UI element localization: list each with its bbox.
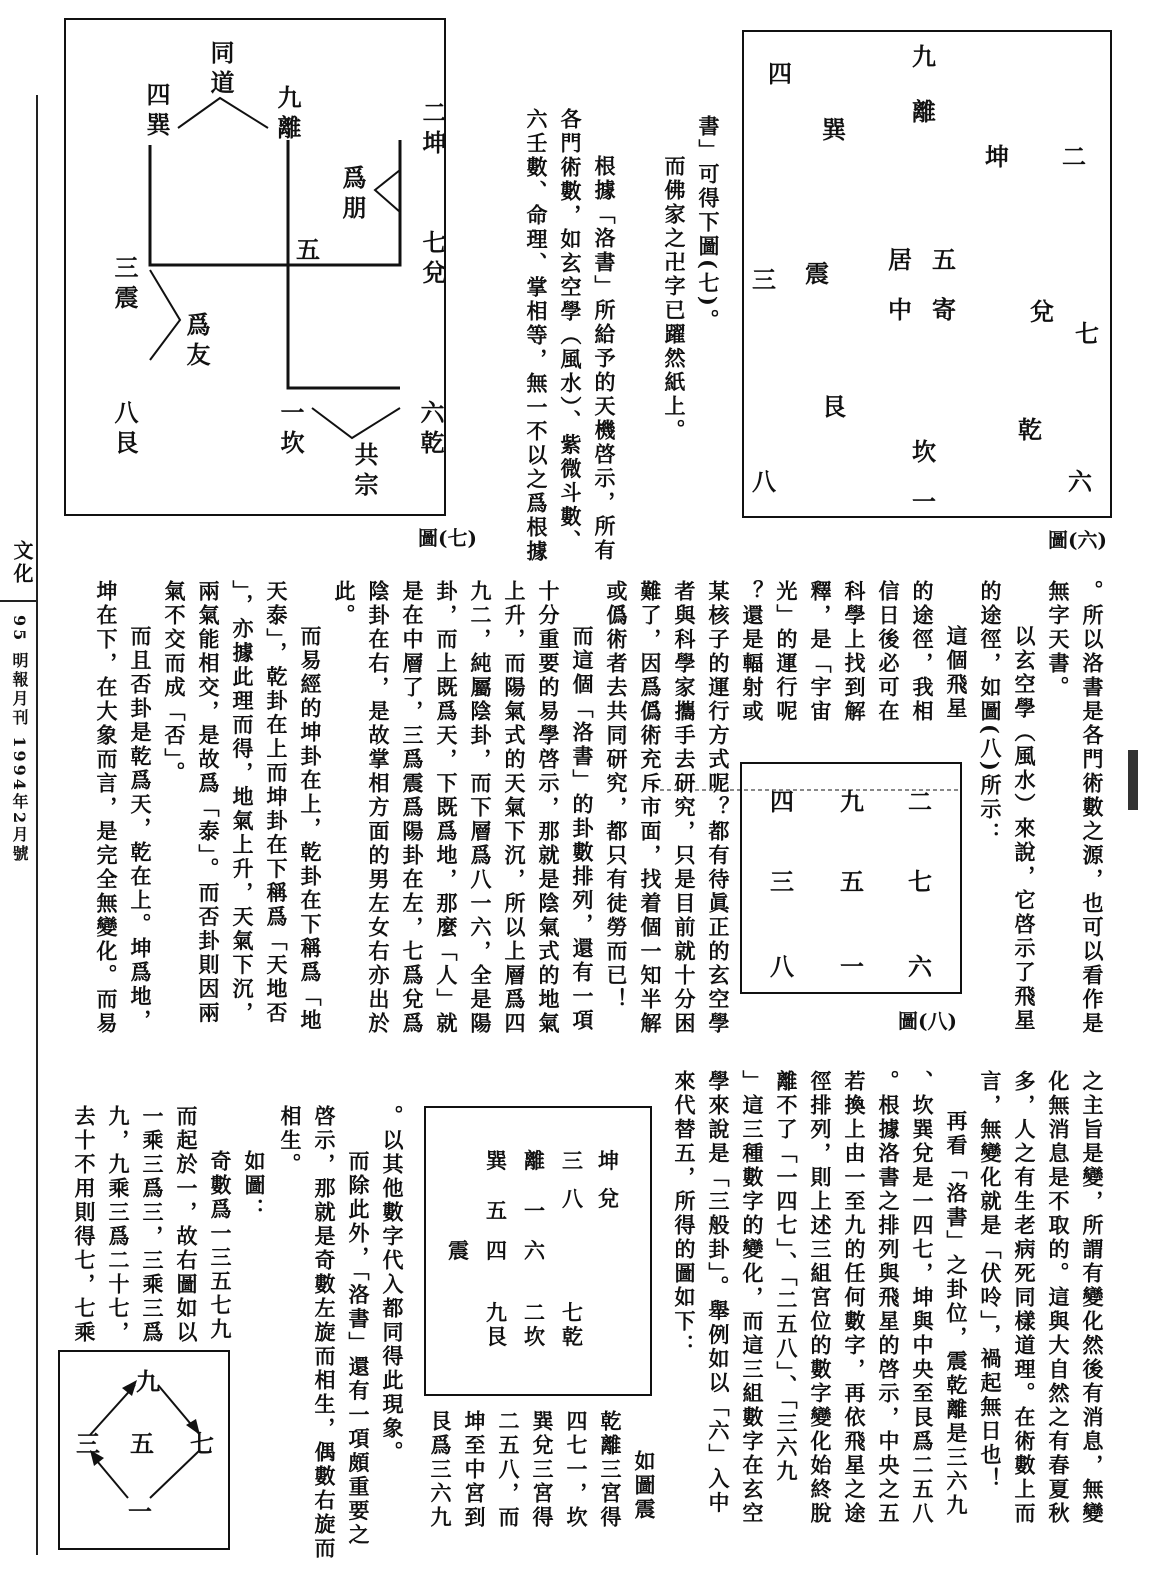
sangua-cell: 艮 <box>486 1324 507 1349</box>
text-col: 天泰」，乾卦在上而坤卦在下稱爲「天地否 <box>264 580 289 1026</box>
text-col: 奇數爲一三五七九 <box>208 1150 233 1342</box>
sangua-cell: 七 <box>562 1300 583 1325</box>
fig8-cell: 一 <box>840 952 864 981</box>
text-col: 、坎巽兌是一四七，坤與中央至艮爲二五八 <box>910 1070 935 1526</box>
cycle-center: 五 <box>130 1429 154 1458</box>
fig6-2: 二 <box>1062 142 1086 171</box>
fig8-cell: 五 <box>840 867 864 896</box>
text-col: 」這三種數字的變化，而這三組數字在玄空 <box>740 1070 765 1526</box>
fig6-3: 三 <box>752 265 776 294</box>
fig7-tongdao: 同道 <box>206 40 235 100</box>
cycle-top: 九 <box>136 1367 160 1396</box>
text-col: 坤至中宮到 <box>462 1410 487 1530</box>
text-col: 之主旨是變，所謂有變化然後有消息，無變 <box>1080 1070 1105 1526</box>
text-col: 坤在下，在大象而言，是完全無變化。而易 <box>94 580 119 1036</box>
text-col: 而除此外，「洛書」還有一項頗重要之 <box>346 1150 371 1548</box>
text-col: 卦，而上既爲天，下既爲地，那麼「人」就 <box>434 580 459 1036</box>
text-col: 這個飛星 <box>944 625 969 721</box>
fig7-kun: 二坤 <box>418 100 447 160</box>
cycle-left: 三 <box>76 1429 100 1458</box>
sangua-cell: 九 <box>486 1300 507 1325</box>
text-col: 此。 <box>332 580 357 628</box>
fig8-cell: 九 <box>840 787 864 816</box>
fig6-li: 離 <box>912 97 936 126</box>
fig7-li: 九離 <box>273 85 302 145</box>
cycle-bottom: 一 <box>128 1497 152 1526</box>
fig6-kan: 坎 <box>912 437 936 466</box>
text-col: 四七一，坎 <box>564 1410 589 1530</box>
text-col: 相生。 <box>278 1105 303 1177</box>
text-col: 再看「洛書」之卦位，震乾離是三六九 <box>944 1110 969 1518</box>
text-col: 如圖震 <box>632 1450 657 1522</box>
text-col: 信日後必可在 <box>876 580 901 724</box>
text-col: 或僞術者去共同研究，都只有徒勞而已！ <box>604 580 629 1012</box>
sangua-cell: 八 <box>562 1186 583 1211</box>
text-col: 二五八，而 <box>496 1410 521 1530</box>
sangua-cell: 坎 <box>524 1324 545 1349</box>
fig6-zhong: 中 <box>888 295 912 324</box>
text-col: 學來說是「三般卦」。舉例如以「六」入中 <box>706 1070 731 1516</box>
text-col: 去十不用則得七，七乘 <box>72 1105 97 1345</box>
text-col: 。根據洛書之排列與飛星的啓示，中央之五 <box>876 1070 901 1526</box>
fig7-kan: 一坎 <box>276 400 305 460</box>
fig6-8: 八 <box>752 467 776 496</box>
text-col: 而且否卦是乾爲天，乾在上。坤爲地， <box>128 625 153 1033</box>
fig6-1: 一 <box>912 487 936 516</box>
sangua-cell: 三 <box>562 1148 583 1173</box>
text-col: 啓示，那就是奇數左旋而相生，偶數右旋而 <box>312 1105 337 1561</box>
fig7-wu: 五 <box>296 235 320 264</box>
fig6-dui: 兌 <box>1030 297 1054 326</box>
text-col: 光」的運行呢 <box>774 580 799 724</box>
fig8-cell: 八 <box>770 952 794 981</box>
text-col: 的途徑，我相 <box>910 580 935 724</box>
fig8-cell: 三 <box>770 867 794 896</box>
text-col: 書」可得下圖(七)。 <box>696 115 721 333</box>
sangua-cell: 坤 <box>598 1148 619 1173</box>
fig6-caption: 圖(六) <box>1048 528 1107 552</box>
fig8-cell: 四 <box>770 787 794 816</box>
fig6-ju: 居 <box>888 245 912 274</box>
text-col: 化無消息是不取的。這與大自然之有春夏秋 <box>1046 1070 1071 1526</box>
fig8-caption: 圖(八) <box>898 1009 957 1033</box>
text-col: 乾離三宮得 <box>598 1410 623 1530</box>
sangua-cell: 震 <box>448 1238 469 1263</box>
fig7-gen: 八艮 <box>110 400 139 460</box>
sangua-cell: 六 <box>524 1238 545 1263</box>
text-col: 某核子的運行方式呢？都有待眞正的玄空學 <box>706 580 731 1036</box>
fig6-6: 六 <box>1068 467 1092 496</box>
text-col: 根據「洛書」所給予的天機啓示，所有 <box>592 155 617 563</box>
fig8-cell: 七 <box>908 867 932 896</box>
fig6-zhen: 震 <box>805 259 829 288</box>
text-col: 十分重要的易學啓示，那就是陰氣式的地氣 <box>536 580 561 1036</box>
section-label: 文化 <box>10 540 34 586</box>
fig6-9: 九 <box>912 42 936 71</box>
text-col: 徑排列，則上述三組宮位的數字變化始終脫 <box>808 1070 833 1526</box>
text-col: 而這個「洛書」的卦數排列，還有一項 <box>570 625 595 1033</box>
fig7-qian: 六乾 <box>416 400 445 460</box>
text-col: 九，九乘三爲二十七， <box>106 1105 131 1345</box>
text-col: 是在中層了，三爲震爲陽卦在左，七爲兌爲 <box>400 580 425 1036</box>
text-col: 而起於一，故右圖如以 <box>174 1105 199 1345</box>
fig7-you: 爲友 <box>182 312 211 372</box>
fig6-xun: 巽 <box>822 115 846 144</box>
text-col: 以玄空學（風水）來說，它啓示了飛星 <box>1012 625 1037 1033</box>
text-col: 巽兌三宮得 <box>530 1410 555 1530</box>
text-col: 如圖： <box>242 1150 267 1222</box>
text-col: 而易經的坤卦在上，乾卦在下稱爲「地 <box>298 625 323 1033</box>
fig7-caption: 圖(七) <box>418 526 477 550</box>
fig8-cell: 二 <box>908 787 932 816</box>
text-col: 的途徑，如圖(八)所示： <box>978 580 1003 846</box>
text-col: 一乘三爲三，三乘三爲 <box>140 1105 165 1345</box>
fig6-5: 五 <box>932 245 956 274</box>
text-col: 難了，因爲僞術充斥市面，找着個一知半解 <box>638 580 663 1036</box>
sangua-cell: 一 <box>524 1198 545 1223</box>
fig7-xun: 四巽 <box>142 82 171 142</box>
text-col: 若換上由一至九的任何數字，再依飛星之途 <box>842 1070 867 1526</box>
text-col: 」，亦據此理而得，地氣上升，天氣下沉， <box>230 580 255 1026</box>
sangua-cell: 乾 <box>562 1324 583 1349</box>
fig7-gongzong: 共宗 <box>350 442 379 502</box>
fig6-ji: 寄 <box>932 295 956 324</box>
text-col: 上升，而陽氣式的天氣下沉，所以上層爲四 <box>502 580 527 1036</box>
text-col: 而佛家之卍字已躍然紙上。 <box>662 155 687 443</box>
text-col: 氣不交而成「否」。 <box>162 580 187 786</box>
sangua-cell: 巽 <box>486 1148 507 1173</box>
text-col: 離不了「一四七」、「二五八」、「三六九 <box>774 1070 799 1484</box>
text-col: 無字天書。 <box>1046 580 1071 700</box>
text-col: 言，無變化就是「伏呤」，禍起無日也！ <box>978 1070 1003 1492</box>
sangua-cell: 離 <box>524 1148 545 1173</box>
sangua-cell: 兌 <box>598 1186 619 1211</box>
text-col: 。以其他數字代入都同得此現象。 <box>380 1105 405 1465</box>
text-col: 各門術數，如玄空學（風水）、紫微斗數、 <box>558 108 583 554</box>
fig6-7: 七 <box>1075 319 1099 348</box>
text-col: 科學上找到解 <box>842 580 867 724</box>
text-col: 。所以洛書是各門術數之源，也可以看作是 <box>1080 580 1105 1036</box>
fig7-peng: 爲朋 <box>338 165 367 225</box>
sangua-cell: 五 <box>486 1198 507 1223</box>
sangua-cell: 二 <box>524 1300 545 1325</box>
text-col: 多，人之有生老病死同樣道理。在術數上而 <box>1012 1070 1037 1526</box>
fig6-4: 四 <box>768 59 792 88</box>
cycle-right: 七 <box>190 1429 214 1458</box>
sangua-cell: 四 <box>486 1238 507 1263</box>
fig7-zhen: 三震 <box>110 255 139 315</box>
text-col: 兩氣能相交，是故爲「泰」。而否卦則因兩 <box>196 580 221 1026</box>
text-col: 六壬數、命理、掌相等，無一不以之爲根據 <box>524 108 549 564</box>
fig6-kun: 坤 <box>985 142 1009 171</box>
text-col: 艮爲三六九 <box>428 1410 453 1530</box>
text-col: 來代替五，所得的圖如下： <box>672 1070 697 1358</box>
text-col: 者與科學家攜手去研究，只是目前就十分困 <box>672 580 697 1036</box>
text-col: 九二，純屬陰卦，而下層爲八一六，全是陽 <box>468 580 493 1036</box>
issue-label: 95 明報月刊 1994年2月號 <box>10 615 29 865</box>
text-col: 陰卦在右，是故掌相方面的男左女右亦出於 <box>366 580 391 1036</box>
text-col: 釋，是「宇宙 <box>808 580 833 724</box>
fig8-cell: 六 <box>908 952 932 981</box>
fig7-dui: 七兌 <box>418 230 447 290</box>
text-col: ？還是輻射或 <box>740 580 765 724</box>
fig6-qian: 乾 <box>1018 415 1042 444</box>
fig6-gen: 艮 <box>822 392 846 421</box>
